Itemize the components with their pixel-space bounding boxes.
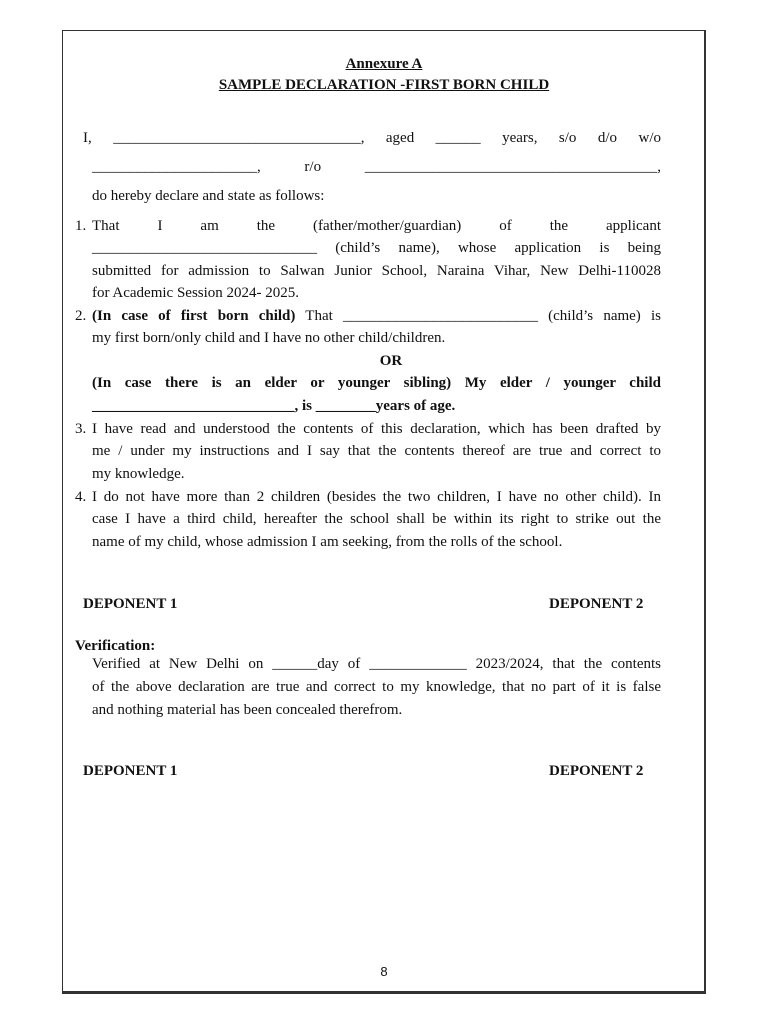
deponent-1-signature: DEPONENT 1 (83, 763, 178, 779)
verification-line-2: of the above declaration are true and correct to my knowledge, that no part of it is false (92, 679, 661, 695)
item-4-line-2: case I have a third child, hereafter the school shall be within its right to strike out the (92, 511, 661, 527)
intro-line-2: ______________________, r/o _______________________________________, (92, 159, 661, 175)
annexure-label: Annexure A (345, 56, 423, 72)
item-2-alt-line-2: ___________________________, is ________years of age. (92, 398, 456, 414)
page-number: 8 (380, 964, 388, 979)
verification-heading: Verification: (75, 638, 156, 654)
intro-line-1: I, _________________________________, aged ______ years, s/o d/o w/o (83, 130, 661, 146)
item-4-line-3: name of my child, whose admission I am seeking, from the rolls of the school. (92, 534, 563, 550)
deponent-1-signature: DEPONENT 1 (83, 596, 178, 612)
intro-line-3: do hereby declare and state as follows: (92, 188, 325, 204)
item-4-line-1: I do not have more than 2 children (besides the two children, I have no other child). In (92, 489, 661, 505)
item-3-line-1: I have read and understood the contents of this declaration, which has been drafted by (92, 421, 661, 437)
item-1-line-2: ______________________________ (child’s name), whose application is being (92, 240, 661, 256)
deponent-2-signature: DEPONENT 2 (549, 596, 644, 612)
item-2-line-1 (92, 306, 661, 326)
document-title: SAMPLE DECLARATION -FIRST BORN CHILD (218, 77, 550, 93)
verification-line-1: Verified at New Delhi on ______day of _____________ 2023/2024, that the contents (92, 656, 661, 672)
item-2-line-2: my first born/only child and I have no other child/children. (92, 330, 446, 346)
item-3-line-2: me / under my instructions and I say that the contents thereof are true and correct to (92, 443, 661, 459)
verification-line-3: and nothing material has been concealed therefrom. (92, 702, 403, 718)
item-2-alt-line-1: (In case there is an elder or younger sibling) My elder / younger child (92, 375, 661, 391)
deponent-2-signature: DEPONENT 2 (549, 763, 644, 779)
item-2-bold-lead: (In case of first born child) (92, 308, 296, 324)
item-1-line-3: submitted for admission to Salwan Junior School, Naraina Vihar, New Delhi-110028 (92, 263, 661, 279)
item-number: 2. (75, 308, 87, 324)
item-number: 1. (75, 218, 87, 234)
item-3-line-3: my knowledge. (92, 466, 185, 482)
or-separator: OR (379, 353, 403, 369)
item-2-line-1-rest: That __________________________ (child’s name) is (295, 308, 661, 324)
item-1-line-1: That I am the (father/mother/guardian) of the applicant (92, 218, 661, 234)
item-number: 4. (75, 489, 87, 505)
item-1-line-4: for Academic Session 2024- 2025. (92, 285, 300, 301)
item-number: 3. (75, 421, 87, 437)
